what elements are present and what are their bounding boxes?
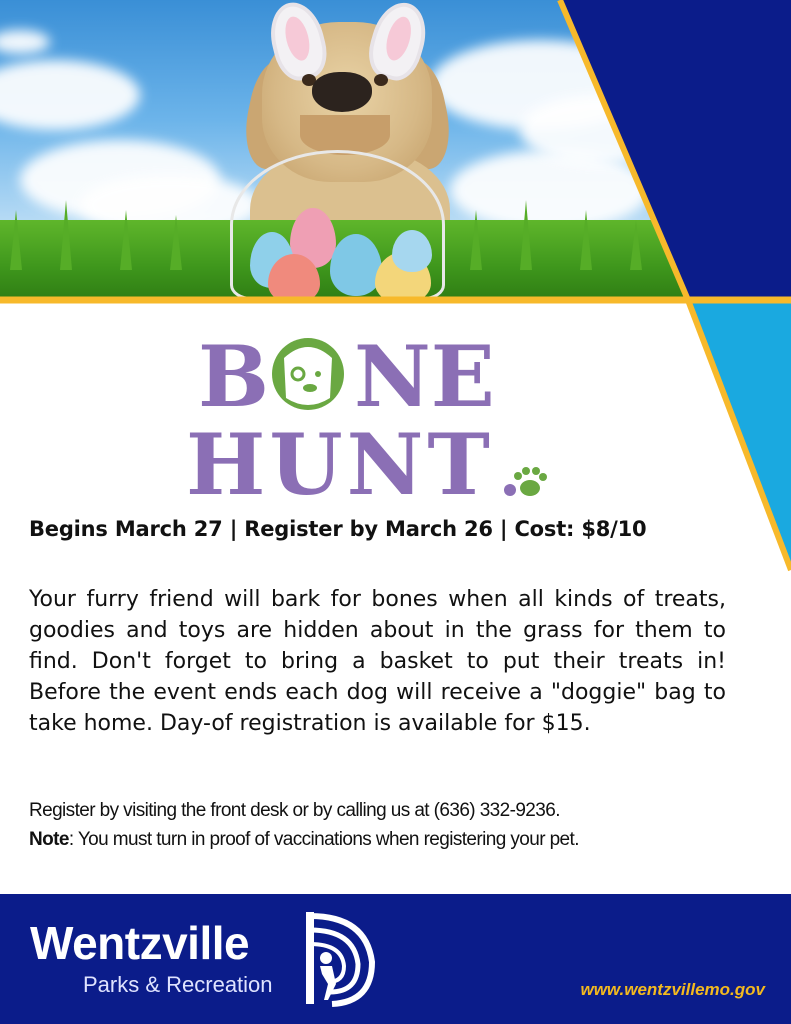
brand-subtitle: Parks & Recreation xyxy=(83,972,273,997)
website-link[interactable]: www.wentzvillemo.gov xyxy=(580,980,765,999)
vaccination-note xyxy=(29,825,789,854)
brand-name: Wentzville xyxy=(30,917,250,969)
logo-letters-ne: NE xyxy=(354,328,495,426)
paw-print-icon xyxy=(514,467,547,496)
bone-hunt-logo xyxy=(180,328,560,503)
wentzville-logo-icon xyxy=(296,908,378,1008)
logo-line-hunt: HUNT xyxy=(186,415,494,503)
note-text: : You must turn in proof of vaccinations when registering your pet. xyxy=(68,829,579,850)
registration-info xyxy=(29,796,789,854)
event-details: Begins March 27 | Register by March 26 | Cost: $8/10 xyxy=(29,517,647,541)
footer xyxy=(0,894,791,1024)
registration-line: Register by visiting the front desk or by calling us at (636) 332-9236. xyxy=(29,800,560,821)
event-description: Your furry friend will bark for bones when all kinds of treats, goodies and toys are hidden about in the grass for them to find. Don't forget to bring a basket to put their treats in! Before the event ends each dog will receive a "doggie" bag to take home. Day-of registration is available for $15. xyxy=(29,587,726,736)
logo-letter-b: B xyxy=(198,328,269,426)
note-label: Note xyxy=(29,829,69,850)
dog-face-icon xyxy=(272,338,344,410)
